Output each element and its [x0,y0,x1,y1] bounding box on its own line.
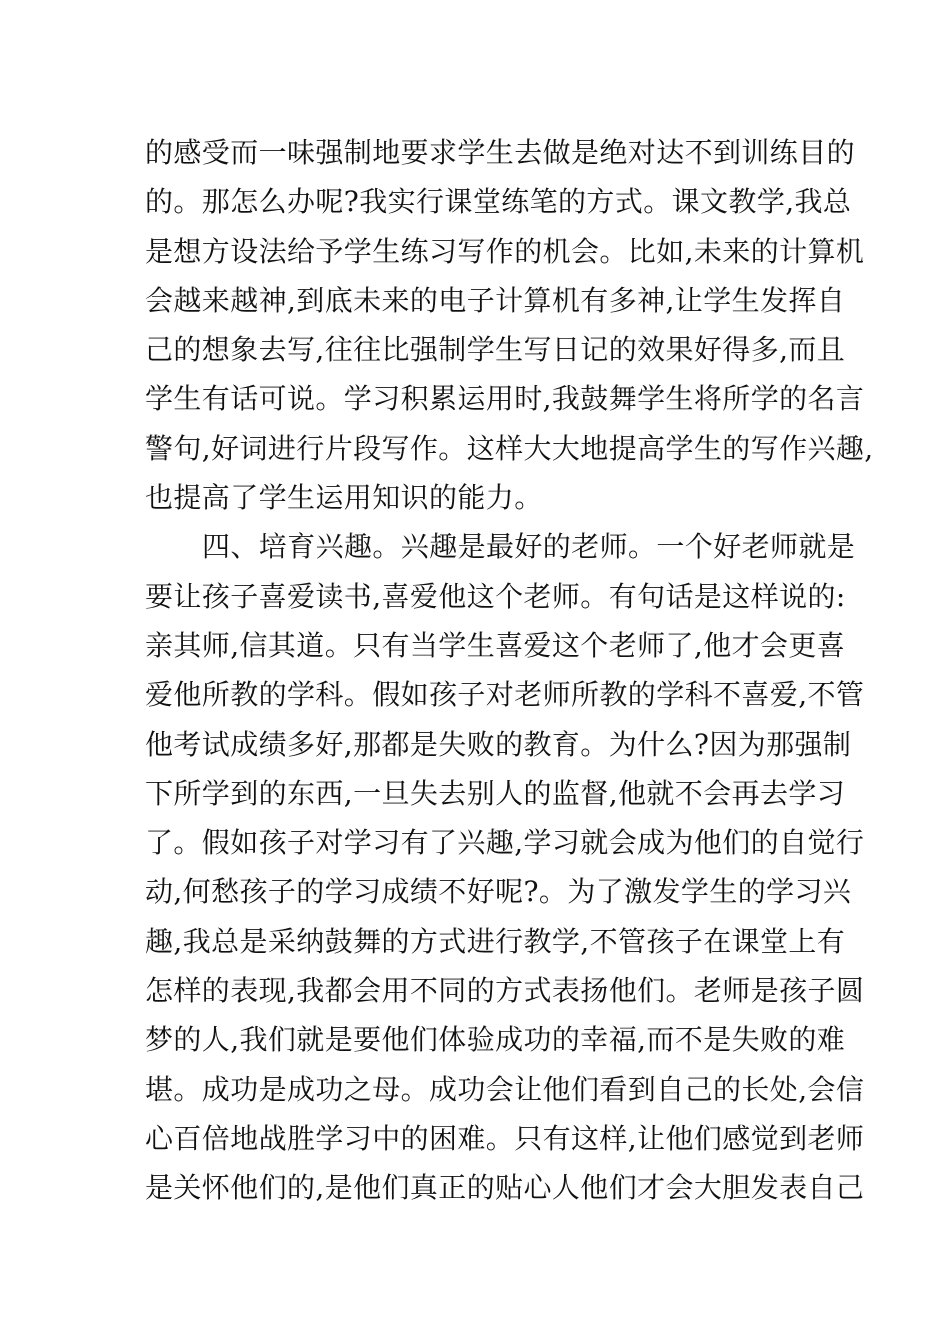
body-text [145,128,874,1213]
text-line-21: 心百倍地战胜学习中的困难。只有这样,让他们感觉到老师 [145,1121,865,1155]
text-line-8: 也提高了学生运用知识的能力。 [145,481,543,515]
text-line-5: 己的想象去写,往往比强制学生写日记的效果好得多,而且 [145,333,846,367]
text-line-2: 的。那怎么办呢?我实行课堂练笔的方式。课文教学,我总 [145,185,852,219]
text-line-14: 下所学到的东西,一旦失去别人的监督,他就不会再去学习 [145,776,846,810]
text-line-4: 会越来越神,到底未来的电子计算机有多神,让学生发挥自 [145,283,846,317]
text-line-7: 警句,好词进行片段写作。这样大大地提高学生的写作兴趣, [145,431,874,465]
paragraph-heading-line: 四、培育兴趣。兴趣是最好的老师。一个好老师就是 [202,530,856,564]
text-line-10: 要让孩子喜爱读书,喜爱他这个老师。有句话是这样说的: [145,579,846,613]
text-line-1: 的感受而一味强制地要求学生去做是绝对达不到训练目的 [145,136,856,169]
text-line-19: 梦的人,我们就是要他们体验成功的幸福,而不是失败的难 [145,1023,846,1057]
text-line-16: 动,何愁孩子的学习成绩不好呢?。为了激发学生的学习兴 [145,875,852,909]
text-line-12: 爱他所教的学科。假如孩子对老师所教的学科不喜爱,不管 [145,678,865,712]
text-line-20: 堪。成功是成功之母。成功会让他们看到自己的长处,会信 [145,1072,865,1106]
text-line-11: 亲其师,信其道。只有当学生喜爱这个老师了,他才会更喜 [145,628,846,662]
text-line-17: 趣,我总是采纳鼓舞的方式进行教学,不管孩子在课堂上有 [145,924,846,958]
text-line-13: 他考试成绩多好,那都是失败的教育。为什么?因为那强制 [145,727,852,761]
text-line-18: 怎样的表现,我都会用不同的方式表扬他们。老师是孩子圆 [145,974,865,1008]
text-line-15: 了。假如孩子对学习有了兴趣,学习就会成为他们的自觉行 [145,826,865,860]
text-line-3: 是想方设法给予学生练习写作的机会。比如,未来的计算机 [145,234,865,268]
text-line-6: 学生有话可说。学习积累运用时,我鼓舞学生将所学的名言 [145,382,865,416]
text-line-22: 是关怀他们的,是他们真正的贴心人他们才会大胆发表自己 [145,1171,865,1205]
